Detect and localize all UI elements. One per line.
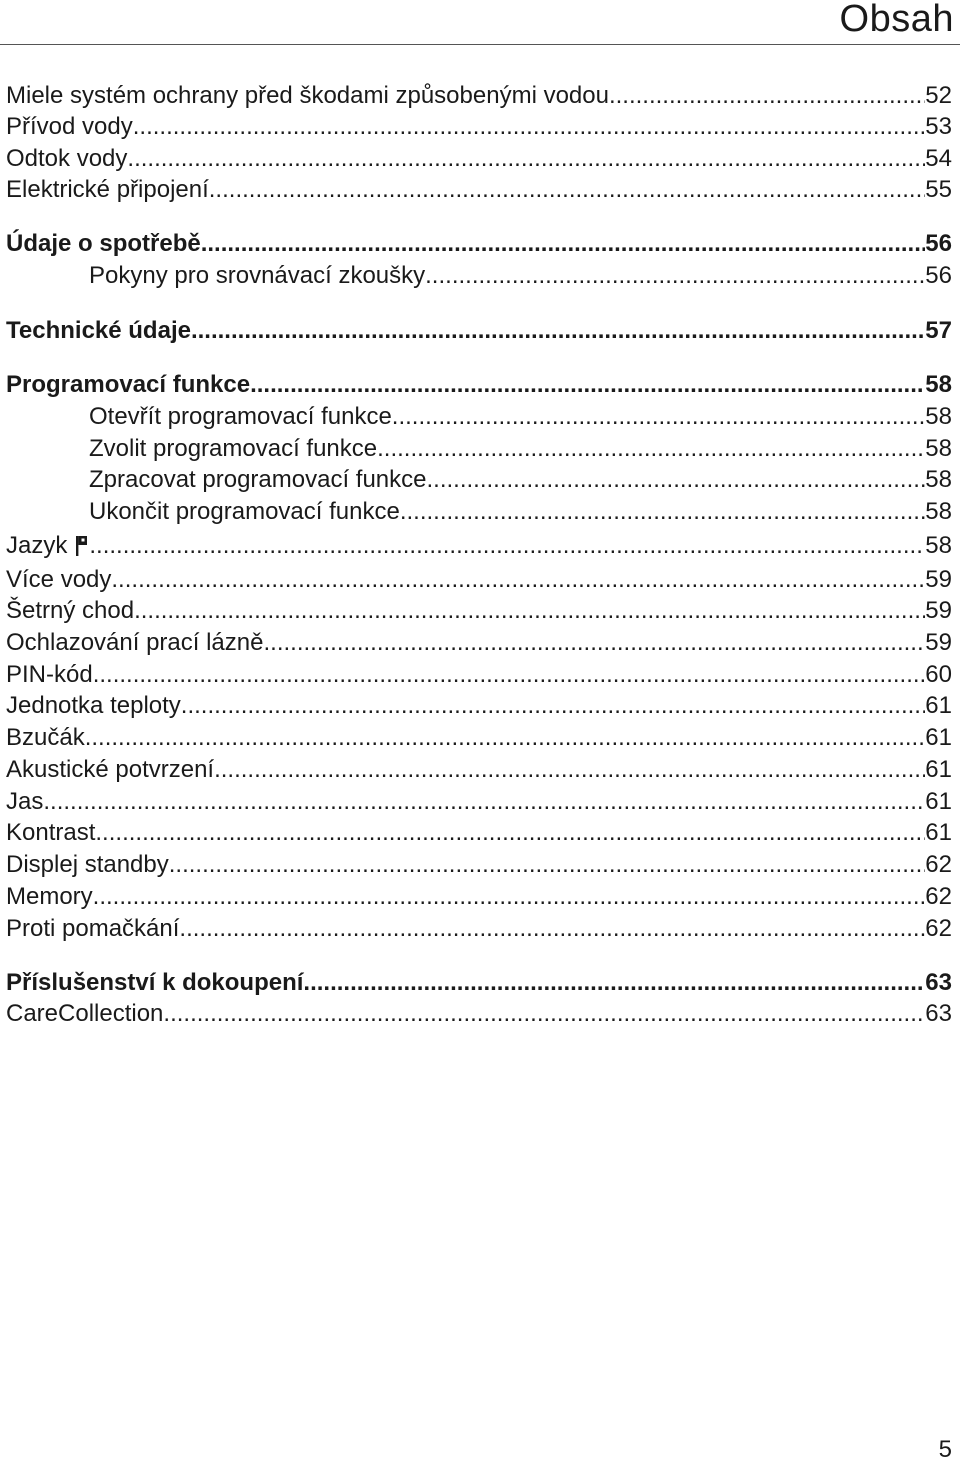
toc-entry-label: Pokyny pro srovnávací zkoušky: [89, 262, 426, 289]
dot-leader: [209, 175, 926, 205]
toc-entry-label: CareCollection: [6, 1000, 164, 1027]
toc-entry-page: 61: [925, 788, 952, 815]
toc-entry-page: 61: [925, 724, 952, 751]
toc-entry-label: Ukončit programovací funkce: [89, 498, 400, 525]
dot-leader: [93, 882, 926, 912]
dot-leader: [133, 112, 926, 142]
toc-entry-page: 58: [925, 435, 952, 462]
page-number: 5: [938, 1436, 952, 1463]
toc-entry[interactable]: [6, 755, 952, 785]
toc-entry-page: 58: [925, 371, 952, 398]
toc-section-entry[interactable]: [6, 316, 952, 346]
toc-entry-page: 56: [925, 262, 952, 289]
toc-entry-label: Proti pomačkání: [6, 915, 180, 942]
toc-entry-label: Miele systém ochrany před škodami způsobenými vodou: [6, 82, 609, 109]
toc-section-entry[interactable]: [6, 229, 952, 259]
flag-icon: [75, 535, 89, 557]
toc-entry[interactable]: [6, 175, 952, 205]
toc-entry-label: [6, 531, 89, 561]
toc-entry[interactable]: [6, 112, 952, 142]
toc-subentry[interactable]: [89, 261, 952, 291]
toc-entry-label: Šetrný chod: [6, 597, 135, 624]
dot-leader: [609, 81, 925, 111]
toc-entry-label: Jas: [6, 788, 44, 815]
toc-entry[interactable]: [6, 882, 952, 912]
toc-entry-label: Kontrast: [6, 819, 96, 846]
toc-entry-label: Programovací funkce: [6, 371, 251, 398]
toc-entry-page: 58: [925, 498, 952, 525]
header-divider: [0, 44, 960, 45]
dot-leader: [214, 755, 925, 785]
toc-entry[interactable]: [6, 914, 952, 944]
toc-entry[interactable]: [6, 691, 952, 721]
dot-leader: [169, 850, 926, 880]
toc-entry[interactable]: [6, 144, 952, 174]
toc-entry[interactable]: [6, 660, 952, 690]
toc-entry-page: 56: [925, 230, 952, 257]
toc-entry-label: Údaje o spotřebě: [6, 230, 201, 257]
dot-leader: [85, 723, 926, 753]
toc-entry-label: Otevřít programovací funkce: [89, 403, 392, 430]
toc-entry-page: 53: [925, 113, 952, 140]
dot-leader: [392, 402, 926, 432]
dot-leader: [303, 968, 925, 998]
toc-entry-label: Bzučák: [6, 724, 85, 751]
dot-leader: [111, 565, 925, 595]
toc-entry-page: 61: [925, 692, 952, 719]
toc-entry-page: 62: [925, 851, 952, 878]
toc-entry-page: 52: [925, 82, 952, 109]
toc-section-entry[interactable]: [6, 370, 952, 400]
toc-entry-page: 57: [925, 317, 952, 344]
toc-entry-page: 54: [925, 145, 952, 172]
toc-entry-label: Memory: [6, 883, 93, 910]
toc-subentry[interactable]: [89, 402, 952, 432]
toc-entry-label: Přívod vody: [6, 113, 133, 140]
toc-entry-page: 61: [925, 756, 952, 783]
toc-section-entry[interactable]: [6, 968, 952, 998]
toc-entry-label: Odtok vody: [6, 145, 128, 172]
toc-entry[interactable]: [6, 999, 952, 1029]
dot-leader: [427, 465, 926, 495]
toc-entry-label: Příslušenství k dokoupení: [6, 969, 304, 996]
toc-entry-label: Elektrické připojení: [6, 176, 209, 203]
toc-entry-label: Jednotka teploty: [6, 692, 181, 719]
toc-entry[interactable]: [6, 565, 952, 595]
toc-entry[interactable]: [6, 596, 952, 626]
toc-entry-page: 59: [925, 566, 952, 593]
toc-entry-label: Zpracovat programovací funkce: [89, 466, 427, 493]
toc-entry-page: 61: [925, 819, 952, 846]
toc-entry[interactable]: [6, 628, 952, 658]
toc-entry-page: 58: [925, 466, 952, 493]
dot-leader: [179, 914, 925, 944]
dot-leader: [95, 818, 925, 848]
dot-leader: [181, 691, 926, 721]
dot-leader: [400, 497, 925, 527]
dot-leader: [93, 660, 926, 690]
toc-entry-page: 59: [925, 597, 952, 624]
toc-entry-label: PIN-kód: [6, 661, 93, 688]
dot-leader: [134, 596, 925, 626]
dot-leader: [89, 531, 925, 561]
toc-entry-page: 60: [925, 661, 952, 688]
toc-entry-label: Technické údaje: [6, 317, 191, 344]
toc-entry[interactable]: [6, 818, 952, 848]
toc-entry-page: 63: [925, 1000, 952, 1027]
dot-leader: [377, 434, 925, 464]
toc-entry-page: 63: [925, 969, 952, 996]
dot-leader: [263, 628, 925, 658]
dot-leader: [250, 370, 925, 400]
toc-entry-page: 62: [925, 915, 952, 942]
toc-entry-page: 58: [925, 403, 952, 430]
toc-entry-label: Displej standby: [6, 851, 169, 878]
toc-entry-page: 55: [925, 176, 952, 203]
toc-entry-text: Jazyk: [6, 532, 68, 559]
dot-leader: [163, 999, 925, 1029]
dot-leader: [425, 261, 925, 291]
toc-entry-label: Akustické potvrzení: [6, 756, 215, 783]
toc-entry-label: Zvolit programovací funkce: [89, 435, 378, 462]
toc-entry-label: Více vody: [6, 566, 112, 593]
toc-entry-page: 59: [925, 629, 952, 656]
toc-entry-page: 62: [925, 883, 952, 910]
toc-entry[interactable]: [6, 787, 952, 817]
dot-leader: [191, 316, 925, 346]
toc-entry[interactable]: [6, 723, 952, 753]
toc-entry[interactable]: [6, 81, 952, 111]
toc-subentry[interactable]: [89, 465, 952, 495]
toc-entry-page: 58: [925, 532, 952, 559]
toc-entry[interactable]: [6, 531, 952, 561]
dot-leader: [201, 229, 926, 259]
toc-entry[interactable]: [6, 850, 952, 880]
toc-subentry[interactable]: [89, 497, 952, 527]
toc-subentry[interactable]: [89, 434, 952, 464]
toc-entry-label: Ochlazování prací lázně: [6, 629, 264, 656]
dot-leader: [127, 144, 925, 174]
page-title: Obsah: [839, 0, 954, 40]
dot-leader: [43, 787, 925, 817]
